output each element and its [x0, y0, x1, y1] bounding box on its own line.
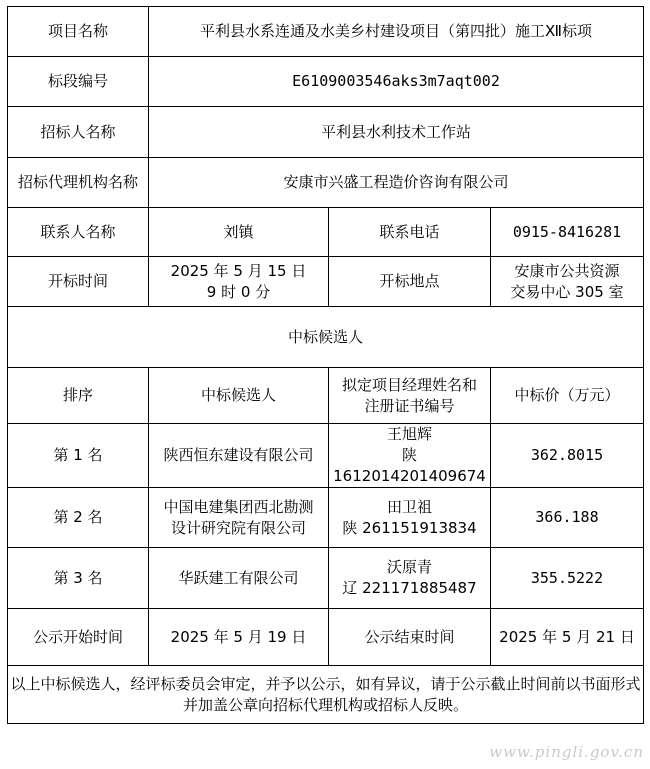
project-name-value: 平利县水系连通及水美乡村建设项目（第四批）施工Ⅻ标项 — [149, 7, 644, 57]
section-number-label: 标段编号 — [8, 57, 149, 107]
candidate-company-line1: 中国电建集团西北勘测 — [163, 497, 314, 516]
contact-value: 刘镇 — [149, 208, 329, 257]
candidate-price: 366.188 — [491, 488, 644, 548]
candidate-company — [149, 424, 329, 488]
candidate-manager-cert: 陕 1612014201409674 — [333, 446, 486, 485]
candidate-company — [149, 548, 329, 609]
tenderer-value: 平利县水利技术工作站 — [149, 107, 644, 158]
agency-label: 招标代理机构名称 — [8, 158, 149, 208]
candidate-price: 362.8015 — [491, 424, 644, 488]
site-watermark: www.pingli.gov.cn — [489, 743, 644, 761]
table-row — [8, 424, 644, 488]
candidates-header-row — [8, 368, 644, 424]
agency-value: 安康市兴盛工程造价咨询有限公司 — [149, 158, 644, 208]
candidate-company-line2: 设计研究院有限公司 — [170, 518, 306, 537]
candidate-manager-cert: 陕 261151913834 — [342, 518, 477, 537]
table-row — [8, 488, 644, 548]
publicity-start-label: 公示开始时间 — [8, 609, 149, 666]
candidate-company — [149, 488, 329, 548]
header-manager-line1: 拟定项目经理姓名和 — [341, 375, 477, 394]
project-name-label: 项目名称 — [8, 7, 149, 57]
candidate-manager-name: 沃原青 — [386, 558, 432, 576]
open-place-value — [491, 257, 644, 307]
candidate-company-line1: 华跃建工有限公司 — [178, 568, 299, 587]
candidate-rank: 第 2 名 — [8, 488, 149, 548]
open-time-label: 开标时间 — [8, 257, 149, 307]
publicity-end-label: 公示结束时间 — [329, 609, 491, 666]
tenderer-label: 招标人名称 — [8, 107, 149, 158]
candidate-company-line1: 陕西恒东建设有限公司 — [163, 446, 314, 464]
header-rank: 排序 — [8, 368, 149, 424]
candidate-rank: 第 3 名 — [8, 548, 149, 609]
notice-text: 以上中标候选人，经评标委员会审定，并予以公示，如有异议，请于公示截止时间前以书面形式并加盖公章向招标代理机构或招标人反映。 — [8, 666, 644, 724]
open-place-label: 开标地点 — [329, 257, 491, 307]
candidate-price: 355.5222 — [491, 548, 644, 609]
open-place-line1: 安康市公共资源 — [514, 261, 620, 280]
candidate-manager — [329, 488, 491, 548]
contact-label: 联系人名称 — [8, 208, 149, 257]
candidate-manager — [329, 548, 491, 609]
phone-value: 0915-8416281 — [491, 208, 644, 257]
candidate-rank: 第 1 名 — [8, 424, 149, 488]
header-company: 中标候选人 — [149, 368, 329, 424]
header-manager-line2: 注册证书编号 — [364, 396, 455, 415]
candidate-manager-cert: 辽 221171885487 — [342, 579, 477, 597]
open-time-hour: 9 时 0 分 — [206, 282, 271, 301]
open-time-value — [149, 257, 329, 307]
candidate-manager-name: 王旭辉 — [386, 425, 432, 443]
section-number-value: E6109003546aks3m7aqt002 — [149, 57, 644, 107]
publicity-start-value: 2025 年 5 月 19 日 — [149, 609, 329, 666]
open-place-line2: 交易中心 305 室 — [510, 282, 624, 301]
phone-label: 联系电话 — [329, 208, 491, 257]
open-time-date: 2025 年 5 月 15 日 — [170, 261, 307, 280]
bid-result-table — [7, 6, 644, 724]
header-manager — [329, 368, 491, 424]
table-row — [8, 548, 644, 609]
candidate-manager-name: 田卫祖 — [386, 497, 432, 516]
header-price: 中标价（万元） — [491, 368, 644, 424]
publicity-end-value: 2025 年 5 月 21 日 — [491, 609, 644, 666]
candidate-manager — [329, 424, 491, 488]
candidates-section-title: 中标候选人 — [8, 307, 644, 368]
